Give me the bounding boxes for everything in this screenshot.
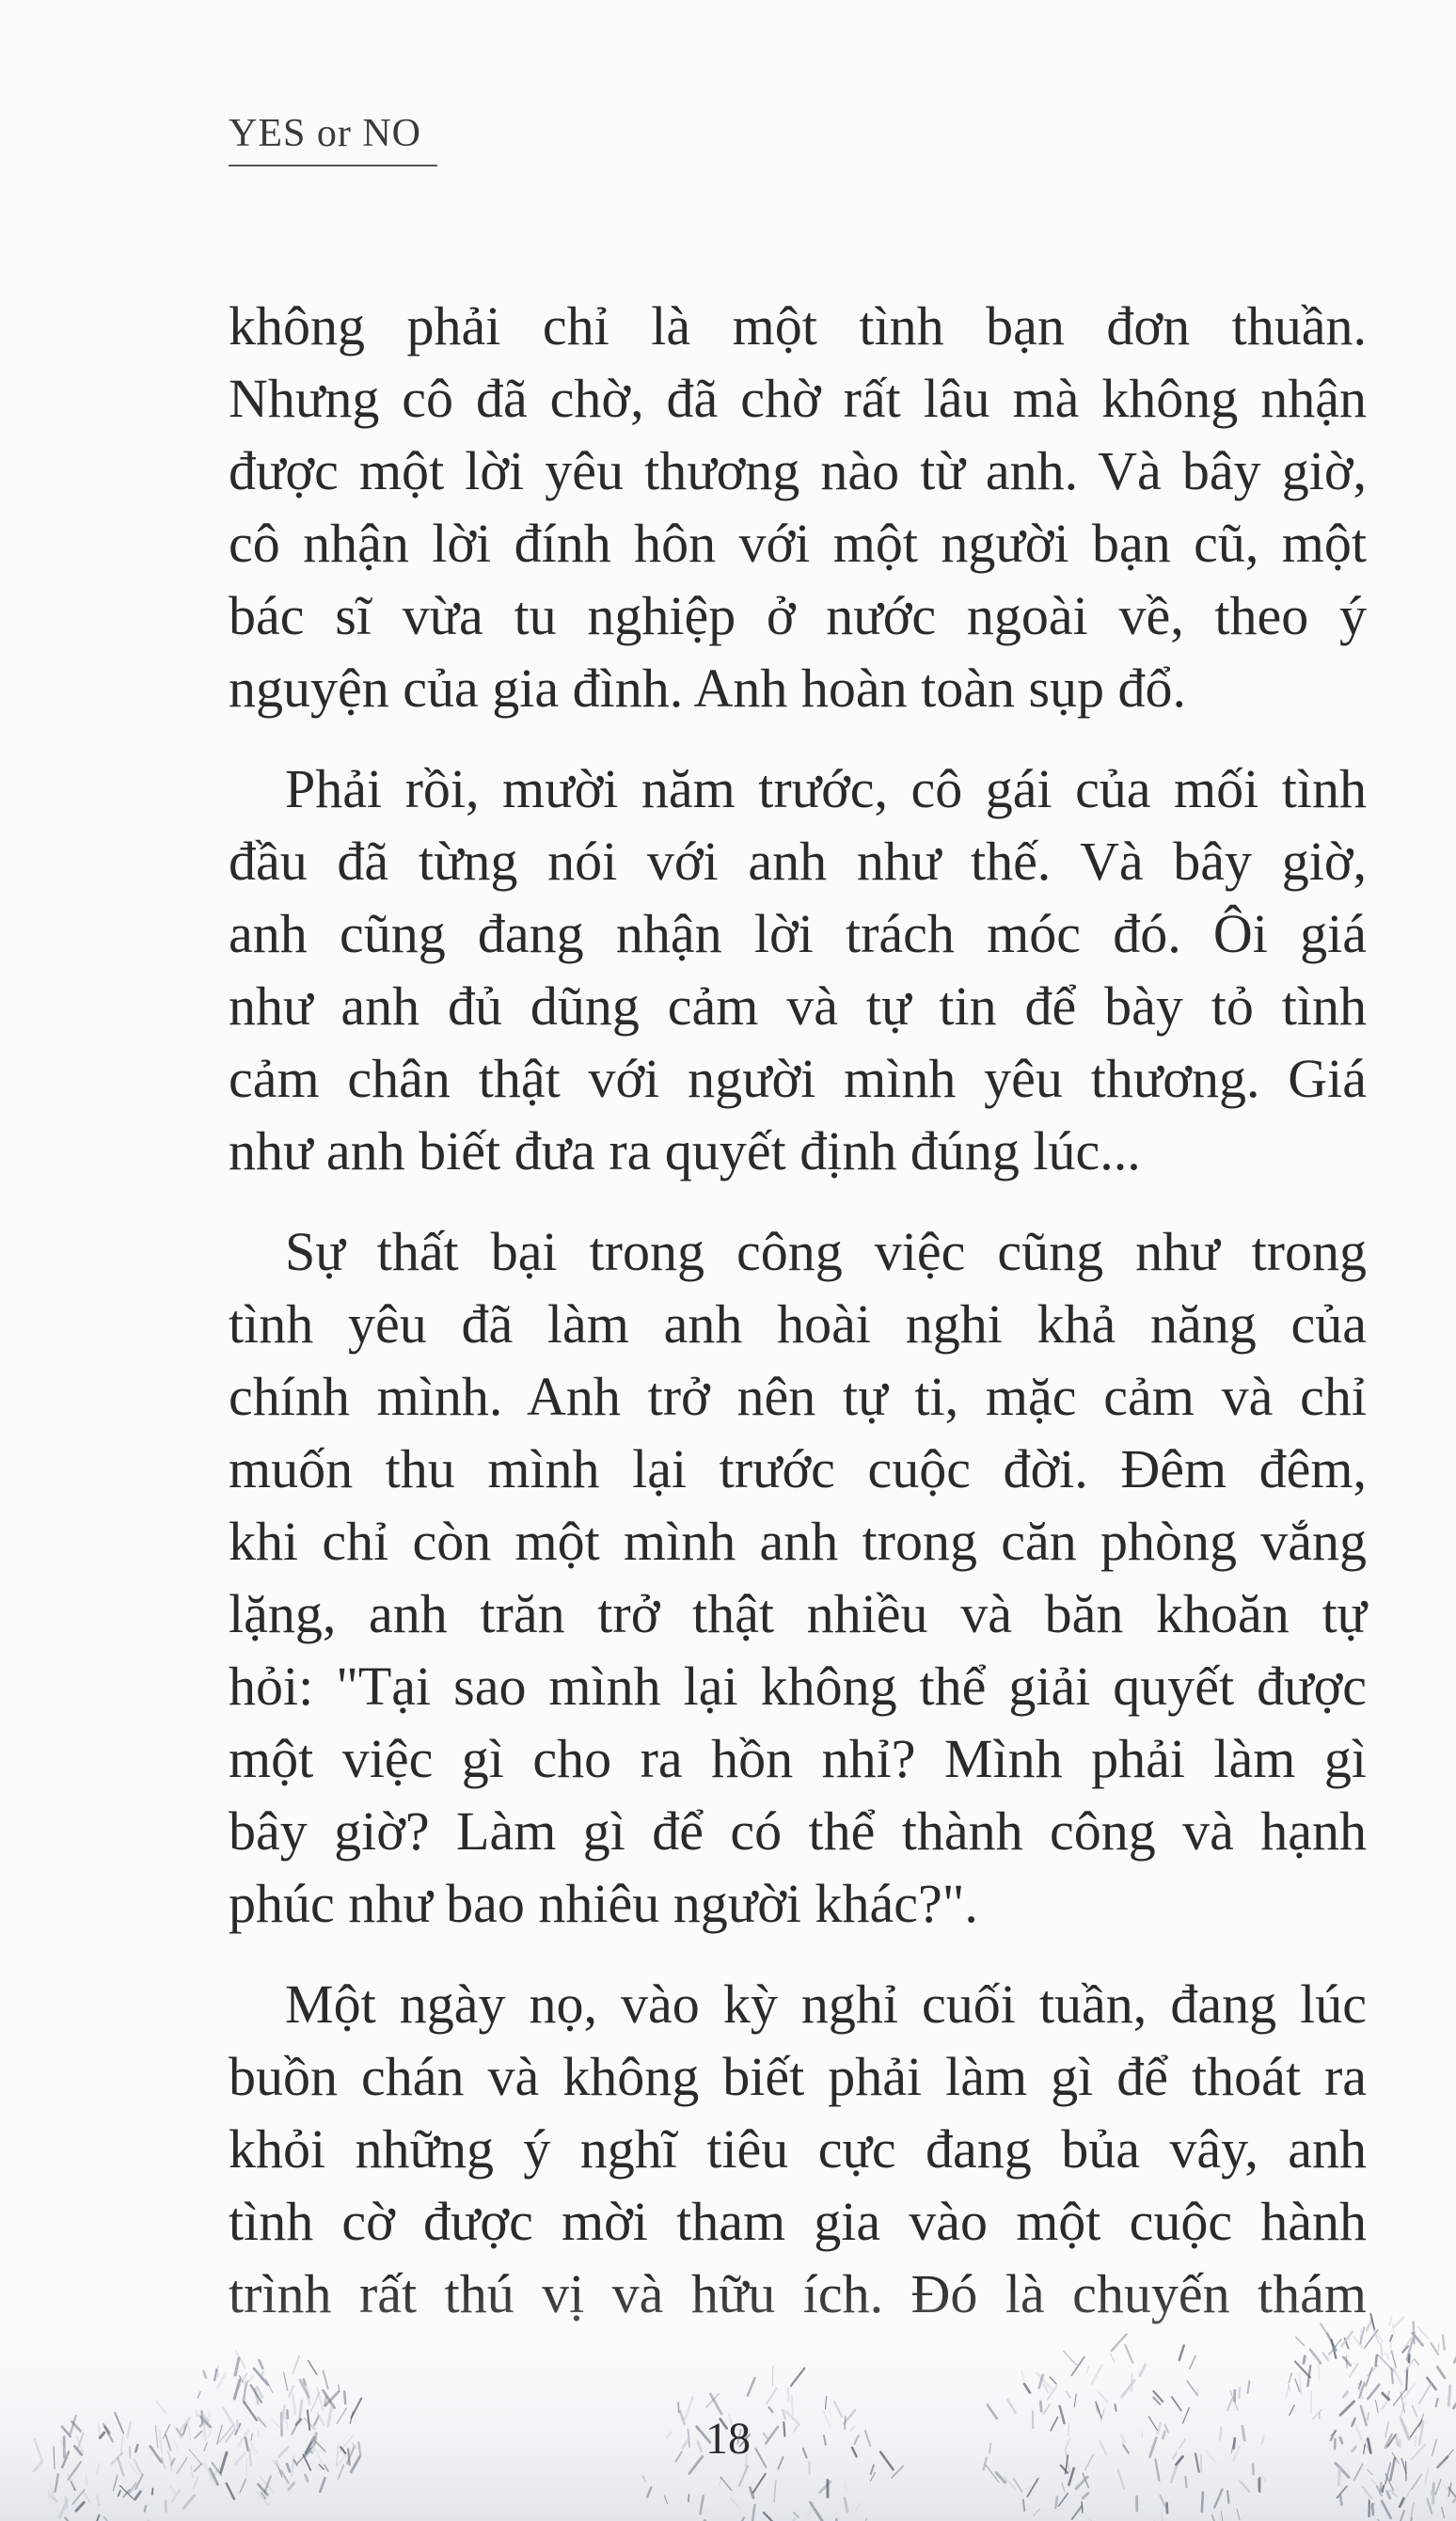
art-stroke xyxy=(1040,2402,1041,2411)
art-stroke xyxy=(145,2506,147,2512)
text-line: được một lời yêu thương nào từ anh. Và bây giờ, xyxy=(229,440,1367,501)
text-line: buồn chán và không biết phải làm gì để thoát ra xyxy=(229,2046,1367,2107)
art-stroke xyxy=(1253,2465,1254,2475)
art-stroke xyxy=(1406,2368,1407,2389)
art-stroke xyxy=(792,2395,793,2415)
art-stroke xyxy=(344,2391,345,2403)
text-line: muốn thu mình lại trước cuộc đời. Đêm đêm, xyxy=(229,1438,1367,1499)
art-stroke xyxy=(218,2366,219,2376)
text-line: Một ngày nọ, vào kỳ nghỉ cuối tuần, đang lúc xyxy=(285,1974,1367,2035)
art-stroke xyxy=(1383,2486,1384,2493)
text-line: hỏi: "Tại sao mình lại không thể giải quyết được xyxy=(229,1656,1367,1717)
art-stroke xyxy=(1376,2355,1377,2366)
text-line: khi chỉ còn một mình anh trong căn phòng vắng xyxy=(229,1511,1367,1572)
art-stroke xyxy=(304,2379,306,2385)
text-line: cảm chân thật với người mình yêu thương. Giá xyxy=(229,1048,1367,1109)
text-line: như anh biết đưa ra quyết định đúng lúc... xyxy=(229,1120,1141,1181)
bottom-decorative-illustration xyxy=(0,2276,1456,2521)
text-line: phúc như bao nhiêu người khác?". xyxy=(229,1873,978,1934)
art-stroke xyxy=(788,2387,789,2401)
text-line: đầu đã từng nói với anh như thế. Và bây giờ, xyxy=(229,831,1367,892)
art-stroke xyxy=(1197,2388,1198,2395)
text-line: như anh đủ dũng cảm và tự tin để bày tỏ tình xyxy=(229,975,1367,1037)
text-line: anh cũng đang nhận lời trách móc đó. Ôi giá xyxy=(229,903,1367,964)
paragraph xyxy=(229,1215,1367,1940)
running-header: YES or NO xyxy=(229,112,421,155)
text-line: Phải rồi, mười năm trước, cô gái của mối tình xyxy=(285,758,1367,819)
text-line: Sự thất bại trong công việc cũng như trong xyxy=(285,1221,1367,1282)
art-stroke xyxy=(1023,2499,1024,2511)
art-stroke xyxy=(1304,2356,1305,2363)
paragraph xyxy=(229,290,1367,724)
art-stroke xyxy=(1448,2386,1450,2405)
art-stroke xyxy=(245,2383,246,2402)
text-line: nguyện của gia đình. Anh hoàn toàn sụp đổ. xyxy=(229,658,1187,719)
art-stroke xyxy=(1162,2513,1163,2521)
text-line: tình yêu đã làm anh hoài nghi khả năng của xyxy=(229,1293,1367,1355)
text-line: Nhưng cô đã chờ, đã chờ rất lâu mà không nhận xyxy=(229,368,1367,429)
art-stroke xyxy=(1311,2391,1312,2414)
body-text xyxy=(229,290,1367,2358)
art-stroke xyxy=(1240,2388,1241,2399)
text-line: bây giờ? Làm gì để có thể thành công và hạnh xyxy=(229,1800,1367,1862)
text-line: một việc gì cho ra hồn nhỉ? Mình phải làm gì xyxy=(229,1728,1367,1789)
art-stroke xyxy=(1185,2477,1186,2487)
text-line: cô nhận lời đính hôn với một người bạn cũ, một xyxy=(229,513,1367,574)
text-line: tình cờ được mời tham gia vào một cuộc hành xyxy=(229,2191,1367,2252)
art-stroke xyxy=(1055,2497,1057,2508)
art-stroke xyxy=(688,2495,689,2501)
art-stroke xyxy=(152,2489,153,2495)
art-stroke xyxy=(1340,2495,1342,2504)
text-line: bác sĩ vừa tu nghiệp ở nước ngoài về, theo ý xyxy=(229,585,1367,646)
art-stroke xyxy=(1433,2484,1434,2504)
text-line: chính mình. Anh trở nên tự ti, mặc cảm và chỉ xyxy=(229,1366,1367,1427)
text-line: không phải chỉ là một tình bạn đơn thuần. xyxy=(229,295,1367,357)
header-underline xyxy=(229,165,437,166)
art-stroke xyxy=(66,2497,67,2508)
text-line: lặng, anh trăn trở thật nhiều và băn khoăn tự xyxy=(229,1583,1367,1644)
text-line: khỏi những ý nghĩ tiêu cực đang bủa vây, anh xyxy=(229,2118,1367,2180)
art-stroke xyxy=(1202,2493,1203,2512)
page-number: 18 xyxy=(705,2414,751,2464)
paragraph xyxy=(229,753,1367,1187)
art-stroke xyxy=(1338,2469,1339,2486)
art-stroke xyxy=(1372,2504,1373,2514)
